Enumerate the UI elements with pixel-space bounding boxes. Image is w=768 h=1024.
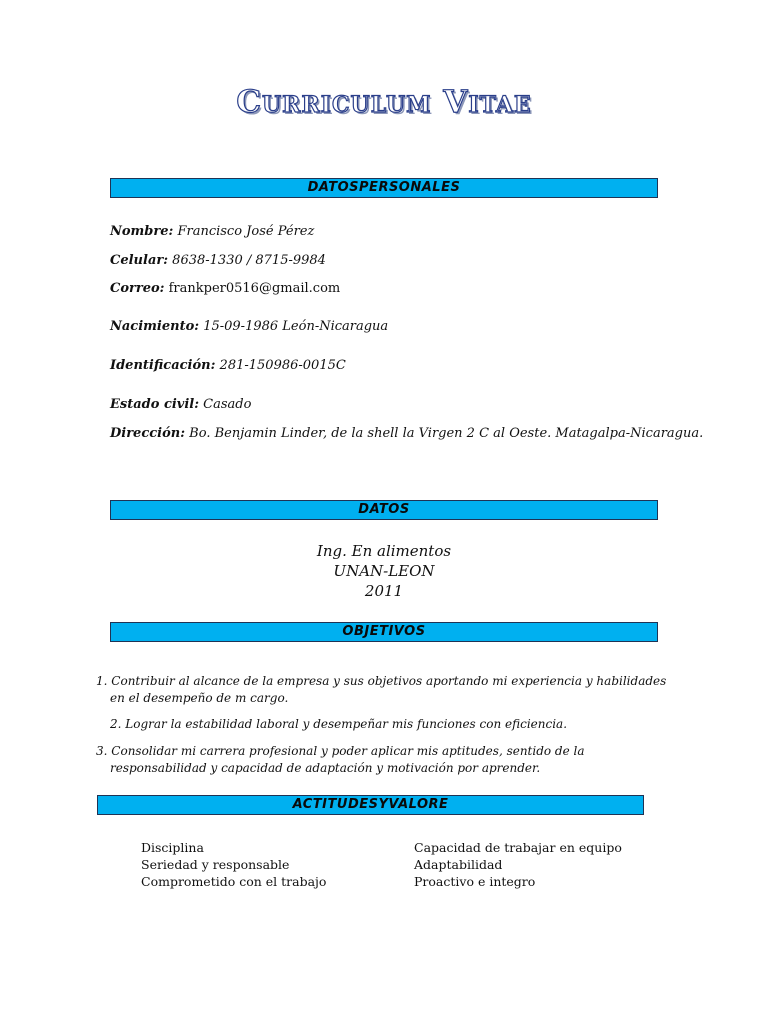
field-value: Bo. Benjamin Linder, de la shell la Virgen 2 C al Oeste. Matagalpa-Nicaragua. [189, 426, 704, 441]
field-correo [110, 281, 340, 296]
field-identificacion [110, 358, 346, 373]
field-label: Correo: [110, 281, 165, 296]
field-estado-civil [110, 397, 251, 412]
objective-item-1 [96, 673, 666, 690]
list-item: Proactivo e integro [414, 874, 536, 889]
objective-item-3 [96, 743, 585, 760]
section-header-datos: DATOS [110, 500, 658, 520]
section-header-actitudes: ACTITUDESYVALORE [97, 795, 644, 815]
objective-text: Lograr la estabilidad laboral y desempeñar mis funciones con eficiencia. [125, 717, 568, 731]
university: UNAN-LEON [333, 562, 435, 580]
page-title: Curriculum Vitae [236, 84, 532, 120]
field-label: Identificación: [110, 358, 216, 373]
list-item: Seriedad y responsable [141, 857, 290, 872]
field-nacimiento [110, 319, 388, 334]
field-value: Casado [203, 397, 252, 412]
field-direccion [110, 426, 703, 441]
section-header-datos-personales: DATOSPERSONALES [110, 178, 658, 198]
field-label: Nombre: [110, 224, 174, 239]
objective-text: Contribuir al alcance de la empresa y sus objetivos aportando mi experiencia y habilidades [111, 674, 667, 688]
field-value: 8638-1330 / 8715-9984 [172, 253, 326, 268]
list-number: 2. [110, 717, 122, 731]
field-label: Nacimiento: [110, 319, 200, 334]
objective-item-2 [110, 716, 567, 733]
list-item: Adaptabilidad [414, 857, 503, 872]
objective-item-1-cont: en el desempeño de m cargo. [110, 691, 289, 705]
list-item: Comprometido con el trabajo [141, 874, 327, 889]
objective-text: Consolidar mi carrera profesional y poder aplicar mis aptitudes, sentido de la [111, 744, 585, 758]
field-value: 15-09-1986 León-Nicaragua [203, 319, 389, 334]
field-label: Celular: [110, 253, 169, 268]
list-item: Capacidad de trabajar en equipo [414, 840, 622, 855]
field-value: 281-150986-0015C [219, 358, 346, 373]
section-header-objetivos: OBJETIVOS [110, 622, 658, 642]
graduation-year: 2011 [364, 582, 404, 600]
field-celular [110, 253, 326, 268]
list-number: 1. [96, 674, 108, 688]
field-nombre [110, 224, 314, 239]
email-value: frankper0516@gmail.com [168, 281, 341, 296]
field-label: Estado civil: [110, 397, 200, 412]
field-value: Francisco José Pérez [177, 224, 315, 239]
field-label: Dirección: [110, 426, 186, 441]
degree-title: Ing. En alimentos [316, 542, 452, 560]
list-number: 3. [96, 744, 108, 758]
list-item: Disciplina [141, 840, 204, 855]
objective-item-3-cont: responsabilidad y capacidad de adaptación y motivación por aprender. [110, 761, 541, 775]
